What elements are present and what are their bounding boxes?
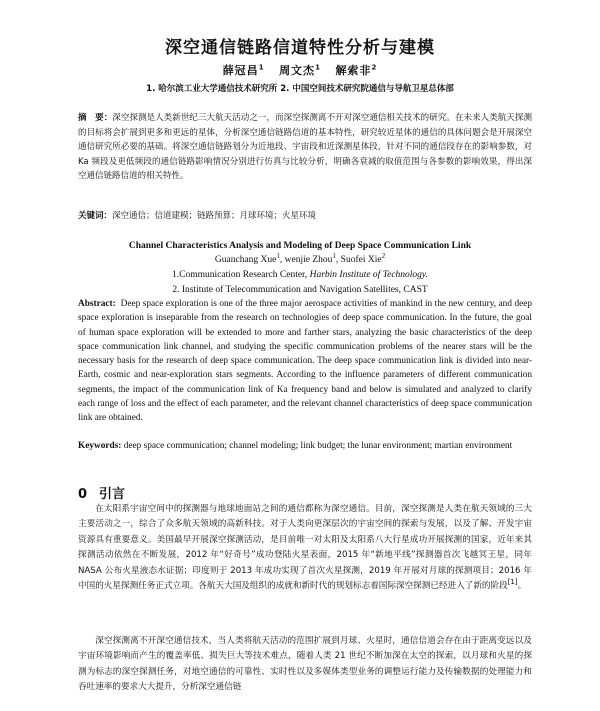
keywords-en	[78, 439, 532, 453]
affiliation-en-1-institute: Harbin Institute of Technology.	[309, 270, 428, 280]
keywords-cn	[78, 209, 532, 224]
author-en-1: Guanchang Xue	[214, 255, 277, 265]
author-en-2-sup: 1	[332, 251, 336, 260]
authors-en: Guanchang Xue$^1$, wenjie Zhou$^1$, Suofei Xie$^2$	[214, 251, 386, 265]
author-cn-1: 薛冠昌	[222, 64, 259, 77]
section-number: 0	[78, 487, 88, 502]
affiliation-en-1	[0, 270, 600, 280]
abstract-cn-text: 深空探测是人类新世纪三大航天活动之一，而深空探测离不开对深空通信相关技术的研究。在未来人类航天探测的目标将会扩展到更多和更远的星体，分析深空通信链路信道的基本特性，研究较近星体的通信的具体问题会是开展深空通信研究所必要的基础。将深空通信链路划分为近地段、宇宙段和近深测星体段，针对不同的通信段存在的影响参数，对 Ka 频段及更低频段的通信链路影响情况分别进行仿真与比较分析，明确各衰减的取值范围与各参数的影响效果，得出深空通信链路信道的相关特性。	[78, 113, 532, 181]
author-en-2: wenjie Zhou	[284, 255, 333, 265]
authors-cn	[0, 62, 600, 78]
keywords-en-text: deep space communication; channel modeling; link budget; the lunar environment; martian environment	[123, 441, 513, 451]
author-cn-3: 解索非	[335, 64, 372, 77]
body-paragraph-2: 深空探测离不开深空通信技术，当人类将航天活动的范围扩展到月球、火星时，通信信道会存在由于距离变远以及宇宙环境影响而产生的覆盖率低、损失巨大等技术难点，随着人类 21 世纪不断加深在太空的探索，以月球和火星的探测为标志的深空探测任务，对地空通信的可靠性、实时性以及多媒体类型业务的调整运行能力及传输数据的处理能力和吞吐速率的要求大大提升，分析深空通信链	[78, 636, 532, 693]
affiliation-cn: 1. 哈尔滨工业大学通信技术研究所 2. 中国空间技术研究院通信与导航卫星总体部	[146, 84, 454, 94]
author-cn-2-sup: 1	[315, 63, 321, 72]
body-paragraph-1-end: 。	[517, 581, 527, 592]
citation-ref: [1]	[507, 578, 518, 587]
keywords-en-label: Keywords:	[78, 441, 122, 451]
section-title: 引言	[99, 487, 126, 502]
section-heading	[78, 483, 137, 502]
abstract-en-text: Deep space exploration is one of the three major aerospace activities of mankind in the new century, and deep space exploration is inseparable from the research on technologies of deep space communication. In the future, the goal of human space exploration will be extended to more and farther stars, analyzing the basic characteristics of the deep space communication link channel, and studying the specific communication problems of the nearer stars will be the necessary basis for the research of deep space communication. The deep space communication link is divided into near-Earth, cosmic and near-exploration stars segments. According to the influence parameters of different communication segments, the impact of the communication link of Ka frequency band and below is simulated and analyzed to clarify each range of loss and the effect of each parameter, and the relevant channel characteristics of deep space communication link are obtained.	[78, 299, 533, 424]
affiliation-en-2: 2. Institute of Telecommunication and Navigation Satellites, CAST	[172, 285, 428, 295]
affiliation-en-1-prefix: 1.Communication Research Center,	[171, 270, 310, 280]
keywords-cn-label: 关键词：	[78, 211, 113, 221]
author-cn-2: 周文杰	[279, 64, 316, 77]
body-paragraph-1	[78, 502, 532, 594]
abstract-en-label: Abstract:	[78, 299, 116, 309]
author-en-3: Suofei Xie	[340, 255, 382, 265]
abstract-en	[78, 297, 532, 426]
abstract-cn	[78, 111, 532, 184]
paper-title-en: Channel Characteristics Analysis and Modeling of Deep Space Communication Link	[128, 241, 472, 251]
author-cn-3-sup: 2	[371, 63, 378, 72]
paper-title-cn: 深空通信链路信道特性分析与建模	[165, 38, 435, 58]
author-en-1-sup: 1	[276, 251, 280, 260]
abstract-cn-label: 摘 要：	[78, 113, 113, 123]
author-en-3-sup: 2	[381, 251, 386, 260]
author-cn-1-sup: 1	[258, 63, 265, 72]
body-paragraph-1-text: 在太阳系宇宙空间中的探测器与地球地面站之间的通信都称为深空通信。目前，深空探测是人类在航天领域的三大主要活动之一，综合了众多航天领域的高新科技。对于人类向更深层次的宇宙空间的探索与发展，以及了解、开发宇宙资源具有重要意义。美国最早开展深空探测活动，是目前唯一对太阳及太阳系八大行星成功开展探测的国家，近年来其探测活动依然在不断发展，2012 年“好奇号”成功登陆火星表面，2015 年“新地平线”探测器首次飞越冥王星，同年 NASA 公布火星液态水证据；印度则于 2013 年成功实现了首次火星探测，2019 年开展对月球的探测项目；2016 年中国的火星探测任务正式立项。各航天大国及组织的成就和新时代的规划标志着国际深空探测已经进入了新的阶段	[78, 504, 532, 592]
keywords-cn-text: 深空通信；信道建模；链路预算；月球环境；火星环境	[112, 211, 317, 221]
